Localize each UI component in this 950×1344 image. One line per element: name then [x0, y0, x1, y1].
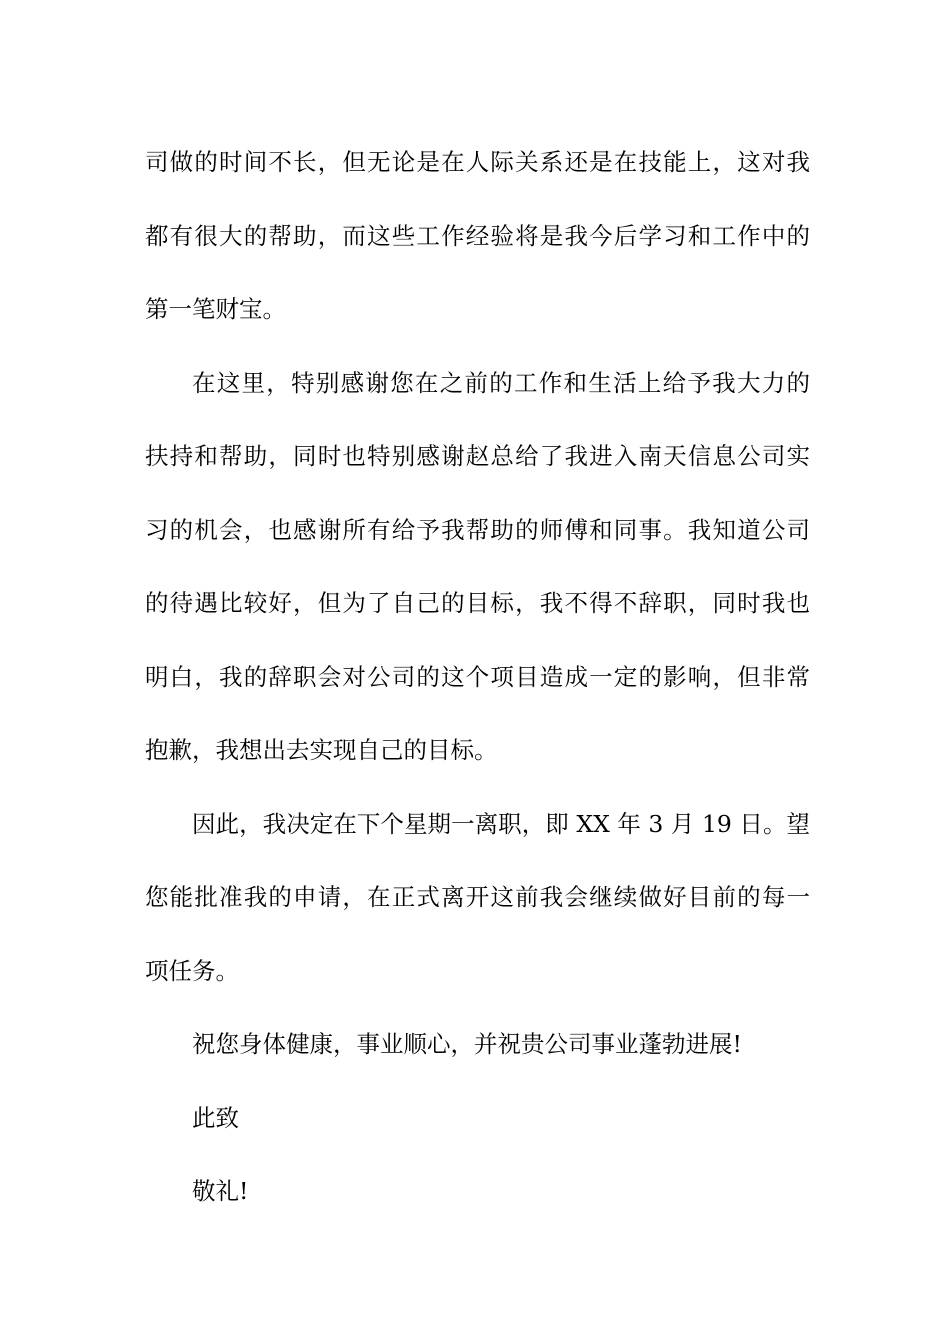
text-line: 您能批准我的申请，在正式离开这前我会继续做好目前的每一 [145, 883, 810, 911]
closing-regards [145, 1155, 810, 1229]
text-line: 扶持和帮助，同时也特别感谢赵总给了我进入南天信息公司实 [145, 442, 810, 470]
letter-body [145, 126, 810, 1229]
text-line: 的待遇比较好，但为了自己的目标，我不得不辞职，同时我也 [145, 589, 810, 617]
text-line: 项任务。 [145, 956, 239, 985]
text-line: 因此，我决定在下个星期一离职，即 XX 年 3 月 19 日。望 [192, 809, 810, 838]
text-line: 都有很大的帮助，而这些工作经验将是我今后学习和工作中的 [145, 221, 810, 250]
closing-salutation [145, 1082, 810, 1156]
paragraph-resignation-date [145, 788, 810, 1009]
text-line: 司做的时间不长，但无论是在人际关系还是在技能上，这对我 [145, 148, 810, 176]
text-line: 在这里，特别感谢您在之前的工作和生活上给予我大力的 [192, 368, 810, 397]
text-line: 此致 [192, 1103, 239, 1132]
text-line: 习的机会，也感谢所有给予我帮助的师傅和同事。我知道公司 [145, 515, 810, 544]
paragraph-wishes [145, 1008, 810, 1082]
text-line: 明白，我的辞职会对公司的这个项目造成一定的影响，但非常 [145, 662, 810, 691]
paragraph-experience [145, 126, 810, 347]
text-line: 第一笔财宝。 [145, 295, 286, 323]
text-line: 祝您身体健康，事业顺心，并祝贵公司事业蓬勃进展! [192, 1030, 742, 1058]
text-line: 抱歉，我想出去实现自己的目标。 [145, 736, 498, 764]
paragraph-thanks [145, 347, 810, 788]
text-line: 敬礼! [192, 1177, 249, 1205]
